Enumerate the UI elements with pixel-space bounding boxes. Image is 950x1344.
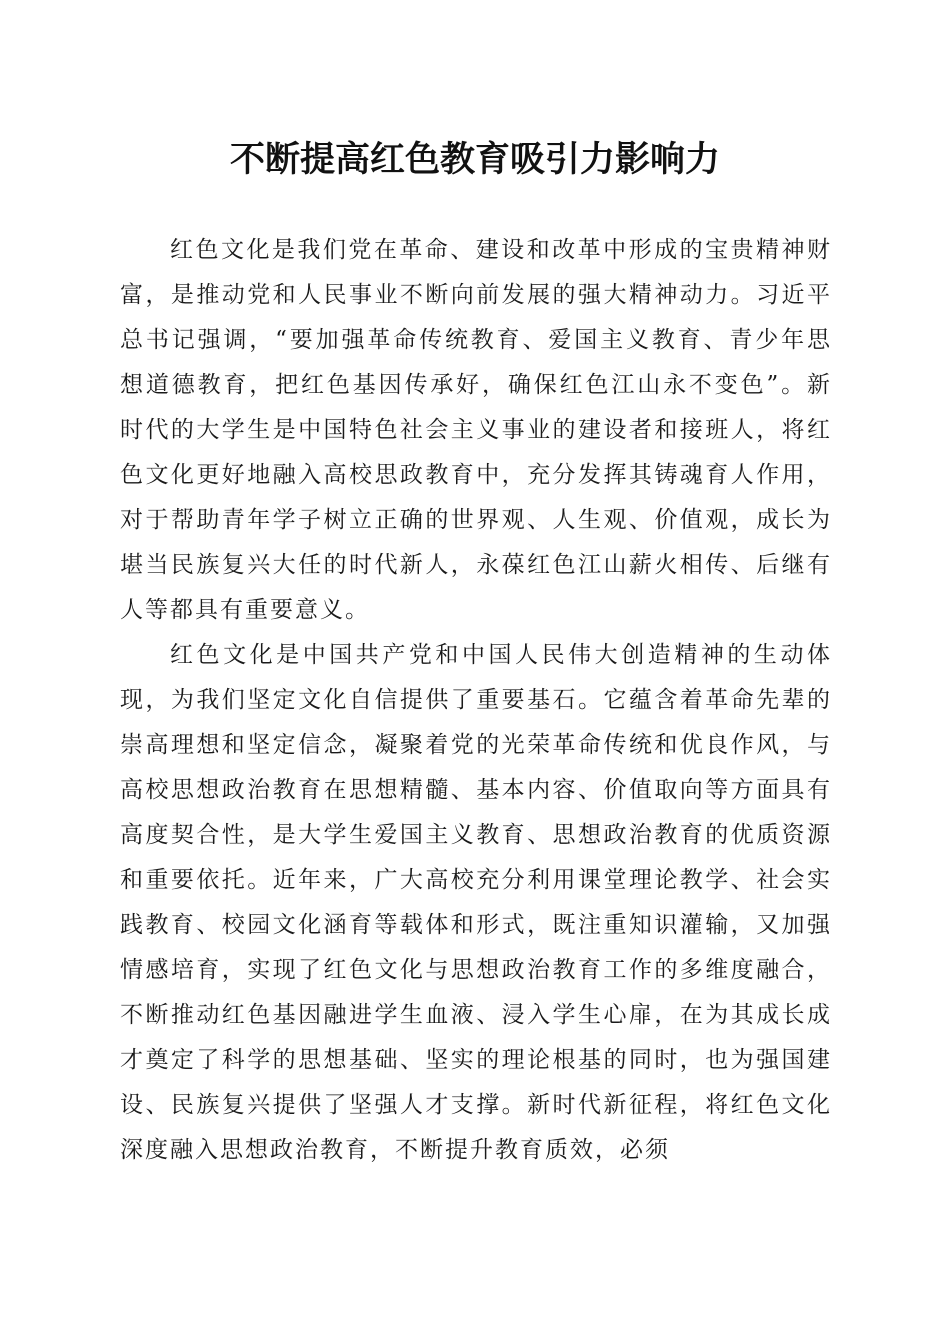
document-body bbox=[120, 228, 832, 1173]
document-title: 不断提高红色教育吸引力影响力 bbox=[229, 139, 720, 180]
paragraph-1: 红色文化是我们党在革命、建设和改革中形成的宝贵精神财富，是推动党和人民事业不断向前发展的强大精神动力。习近平总书记强调，“要加强革命传统教育、爱国主义教育、青少年思想道德教育，把红色基因传承好，确保红色江山永不变色”。新时代的大学生是中国特色社会主义事业的建设者和接班人，将红色文化更好地融入高校思政教育中，充分发挥其铸魂育人作用，对于帮助青年学子树立正确的世界观、人生观、价值观，成长为堪当民族复兴大任的时代新人，永葆红色江山薪火相传、后继有人等都具有重要意义。 bbox=[120, 237, 832, 623]
paragraph-2: 红色文化是中国共产党和中国人民伟大创造精神的生动体现，为我们坚定文化自信提供了重要基石。它蕴含着革命先辈的崇高理想和坚定信念，凝聚着党的光荣革命传统和优良作风，与高校思想政治教育在思想精髓、基本内容、价值取向等方面具有高度契合性，是大学生爱国主义教育、思想政治教育的优质资源和重要依托。近年来，广大高校充分利用课堂理论教学、社会实践教育、校园文化涵育等载体和形式，既注重知识灌输，又加强情感培育，实现了红色文化与思想政治教育工作的多维度融合，不断推动红色基因融进学生血液、浸入学生心扉，在为其成长成才奠定了科学的思想基础、坚实的理论根基的同时，也为强国建设、民族复兴提供了坚强人才支撑。新时代新征程，将红色文化深度融入思想政治教育，不断提升教育质效，必须 bbox=[120, 642, 832, 1163]
